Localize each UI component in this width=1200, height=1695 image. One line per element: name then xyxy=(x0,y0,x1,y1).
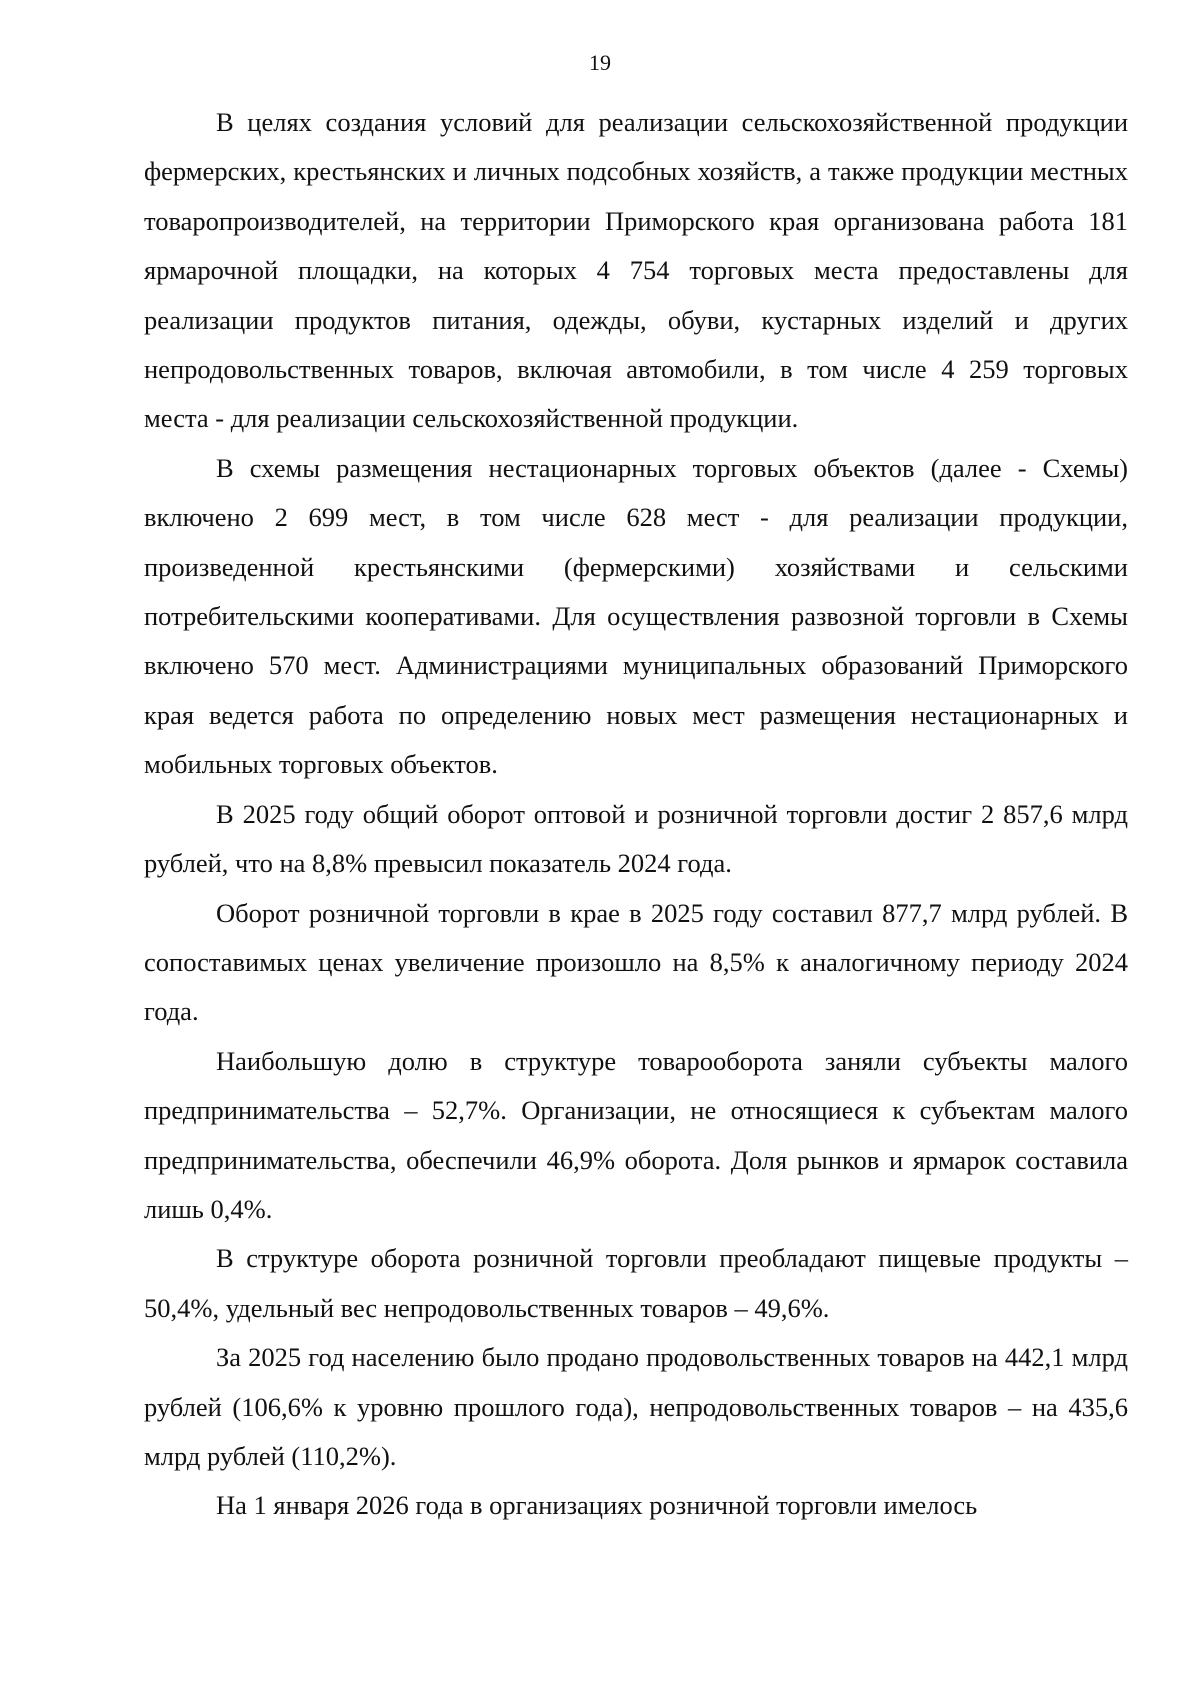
paragraph-food-share: В структуре оборота розничной торговли преобладают пищевые продукты – 50,4%, удельный вес непродовольственных товаров – 49,6%. xyxy=(144,1243,1128,1323)
paragraph-retail-turnover: Оборот розничной торговли в крае в 2025 году составил 877,7 млрд рублей. В сопоставимых ценах увеличение произошло на 8,5% к аналогичному периоду 2024 года. xyxy=(144,897,1128,1027)
paragraph-nonstationary-schemes: В схемы размещения нестационарных торговых объектов (далее - Схемы) включено 2 699 мест, в том числе 628 мест - для реализации продукции, произведенной крестьянскими (фермерскими) хозяйствами и сельскими потребительскими кооперативами. Для осуществления развозной торговли в Схемы включено 570 мест. Администрациями муниципальных образований Приморского края ведется работа по определению новых мест размещения нестационарных и мобильных торговых объектов. xyxy=(144,452,1128,780)
paragraph-turnover-structure: Наибольшую долю в структуре товарооборота заняли субъекты малого предпринимательства – 52,7%. Организации, не относящиеся к субъектам малого предпринимательства, обеспечили 46,9% оборота. Доля рынков и ярмарок составила лишь 0,4%. xyxy=(144,1045,1128,1224)
paragraph-retail-organizations: На 1 января 2026 года в организациях розничной торговли имелось xyxy=(216,1490,978,1521)
paragraph-total-turnover: В 2025 году общий оборот оптовой и розничной торговли достиг 2 857,6 млрд рублей, что на 8,8% превысил показатель 2024 года. xyxy=(144,798,1128,879)
paragraph-fair-sites: В целях создания условий для реализации сельскохозяйственной продукции фермерских, крестьянских и личных подсобных хозяйств, а также продукции местных товаропроизводителей, на территории Приморского края организована работа 181 ярмарочной площадки, на которых 4 754 торговых места предоставлены для реализации продуктов питания, одежды, обуви, кустарных изделий и других непродовольственных товаров, включая автомобили, в том числе 4 259 торговых места - для реализации сельскохозяйственной продукции. xyxy=(144,107,1128,434)
page-number: 19 xyxy=(589,50,611,75)
page-body xyxy=(144,98,1128,1531)
paragraph-goods-sold: За 2025 год населению было продано продовольственных товаров на 442,1 млрд рублей (106,6% к уровню прошлого года), непродовольственных товаров – на 435,6 млрд рублей (110,2%). xyxy=(144,1342,1128,1471)
